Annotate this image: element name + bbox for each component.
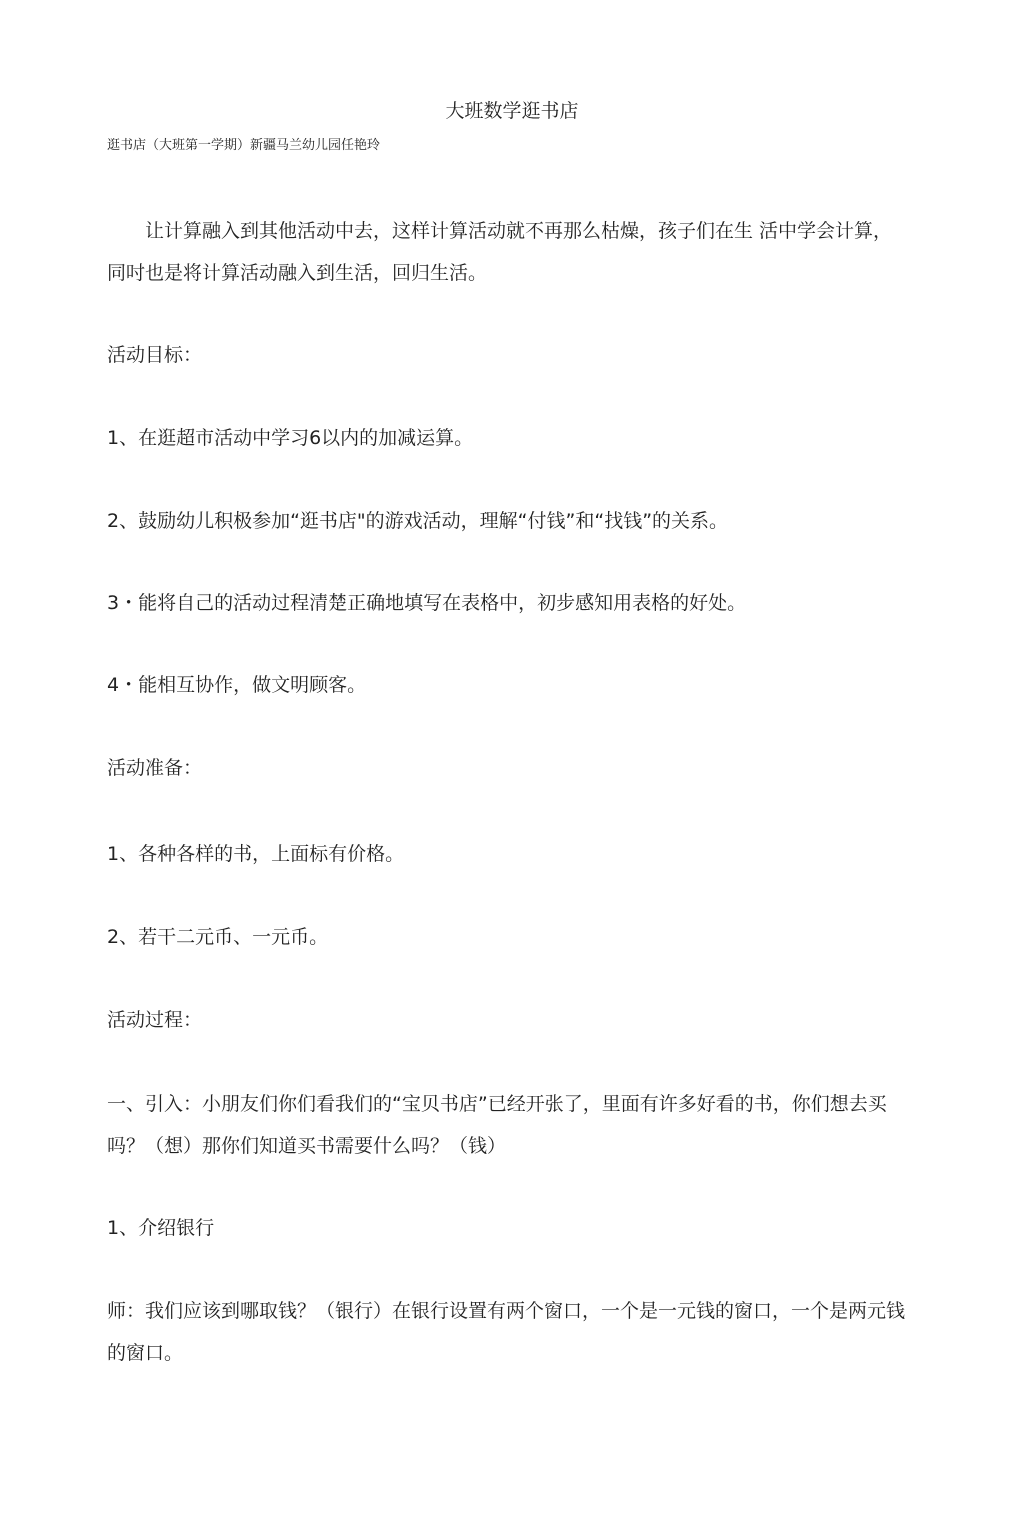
document-title: 大班数学逛书店 xyxy=(445,100,579,122)
goal-item: 2、鼓励幼儿积极参加“逛书店"的游戏活动，理解“付钱”和“找钱”的关系。 xyxy=(107,510,729,532)
prep-item: 1、各种各样的书，上面标有价格。 xyxy=(107,843,405,865)
document-subtitle: 逛书店（大班第一学期）新疆马兰幼儿园任艳玲 xyxy=(107,138,381,153)
bank-heading: 1、介绍银行 xyxy=(107,1217,215,1239)
intro-paragraph: 让计算融入到其他活动中去，这样计算活动就不再那么枯燥，孩子们在生 活中学会计算，同吋也是将计算活动融入到生活，回归生活。 xyxy=(107,220,893,284)
teacher-paragraph: 师：我们应该到哪取钱？（银行）在银行设置有两个窗口，一个是一元钱的窗口，一个是两元钱的窗口。 xyxy=(107,1300,906,1364)
goal-item: 3・能将自己的活动过程清楚正确地填写在表格中，初步感知用表格的好处。 xyxy=(107,592,747,614)
prep-item: 2、若干二元币、一元币。 xyxy=(107,926,329,948)
process-heading: 活动过程： xyxy=(107,1009,203,1031)
goals-heading: 活动目标： xyxy=(107,344,203,366)
goal-item: 1、在逛超市活动中学习6以内的加减运算。 xyxy=(107,427,474,449)
goal-item: 4・能相互协作，做文明顾客。 xyxy=(107,674,367,696)
prep-heading: 活动准备： xyxy=(107,757,203,779)
process-intro-paragraph: 一、引入：小朋友们你们看我们的“宝贝书店”已经开张了，里面有许多好看的书，你们想去买吗？（想）那你们知道买书需要什么吗？（钱） xyxy=(107,1093,887,1157)
